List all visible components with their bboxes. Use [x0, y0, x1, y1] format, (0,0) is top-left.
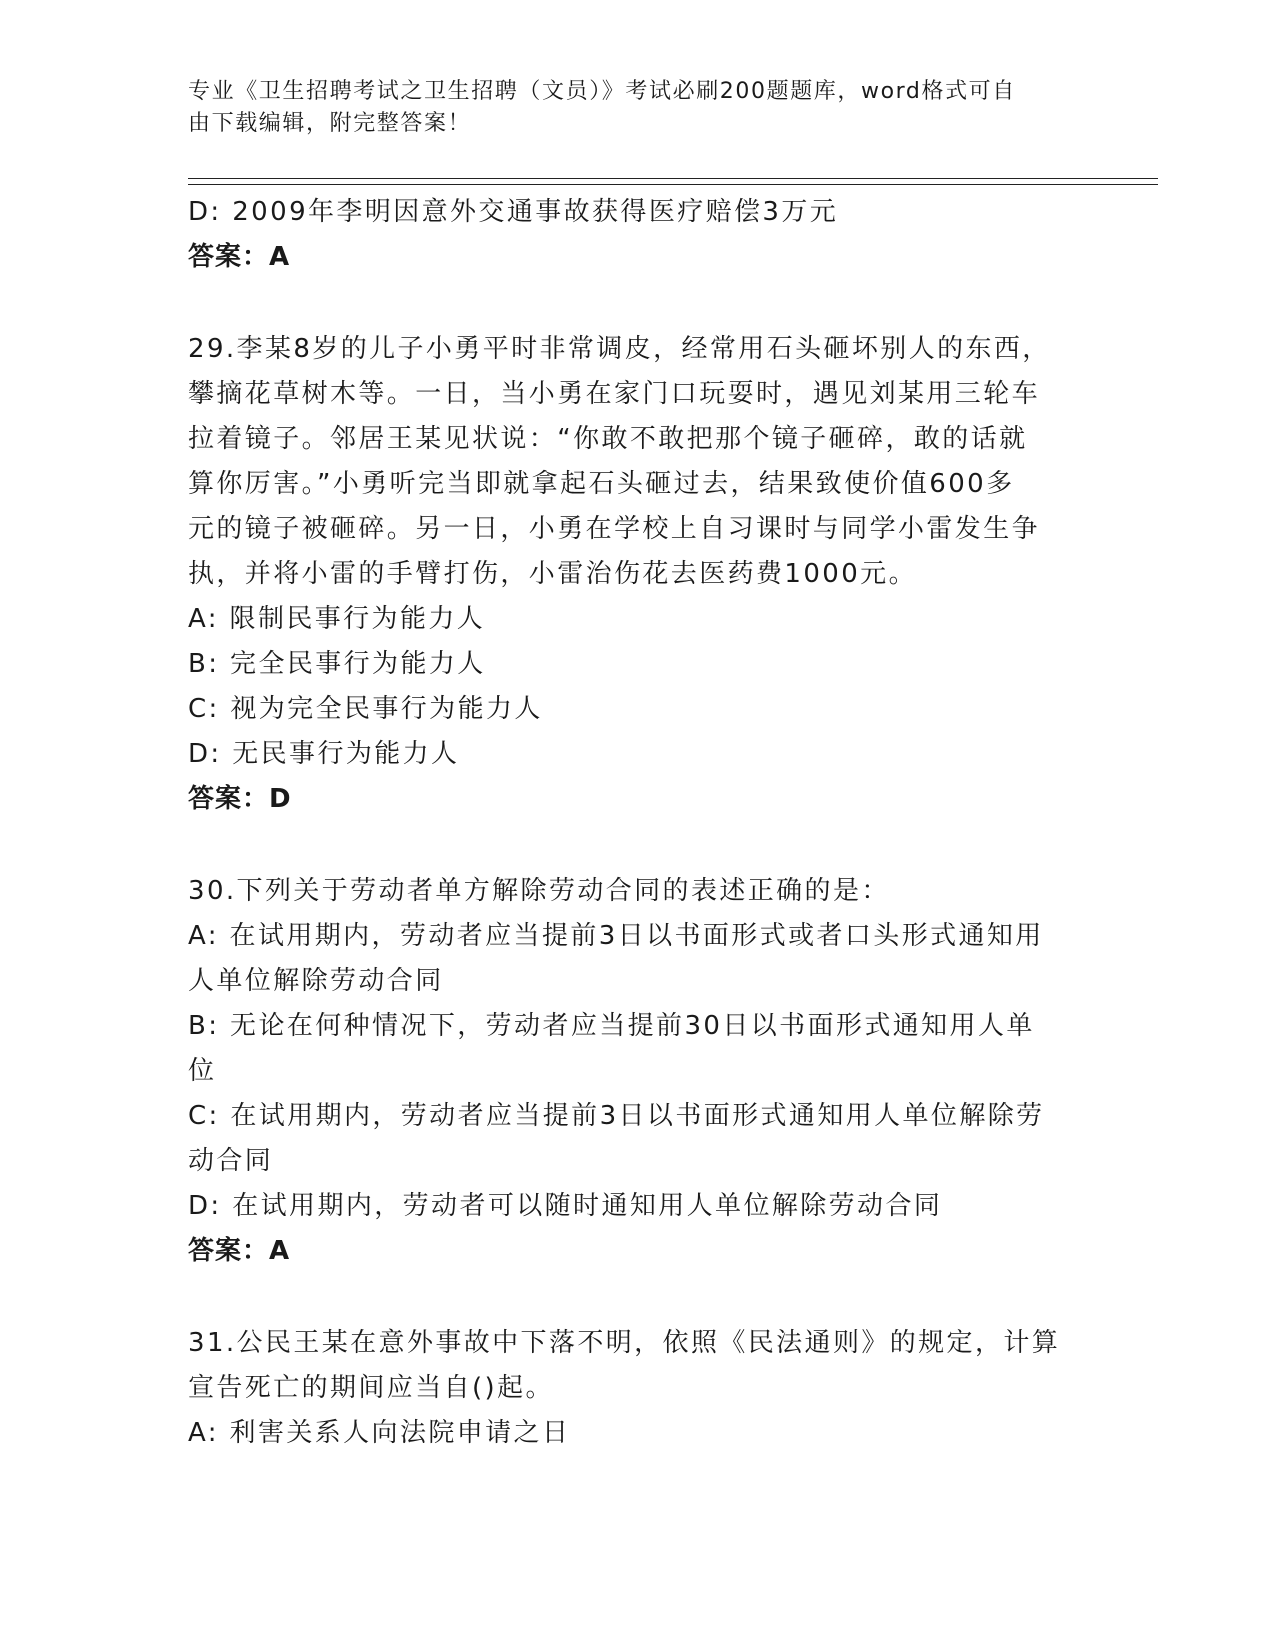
q29-stem-line: 拉着镜子。邻居王某见状说：“你敢不敢把那个镜子砸碎，敢的话就	[188, 424, 1028, 454]
q30-stem: 30.下列关于劳动者单方解除劳动合同的表述正确的是：	[188, 876, 890, 906]
q29-stem-line: 元的镜子被砸碎。另一日，小勇在学校上自习课时与同学小雷发生争	[188, 514, 1041, 544]
document-body	[188, 190, 1088, 1456]
spacer	[188, 1274, 1088, 1321]
header-line-1: 专业《卫生招聘考试之卫生招聘（文员）》考试必刷200题题库，word格式可自	[188, 79, 1016, 104]
q30-answer: 答案：A	[188, 1236, 291, 1266]
q31-stem-line-1: 31.公民王某在意外事故中下落不明，依照《民法通则》的规定，计算	[188, 1328, 1061, 1358]
q31-option-a: A: 利害关系人向法院申请之日	[188, 1418, 571, 1448]
q29-option-a: A: 限制民事行为能力人	[188, 604, 486, 634]
q29-option-b: B: 完全民事行为能力人	[188, 649, 486, 679]
q30-option-b-line-2: 位	[188, 1056, 217, 1086]
header-line-2: 由下载编辑，附完整答案！	[188, 111, 472, 136]
q30-option-d: D: 在试用期内，劳动者可以随时通知用人单位解除劳动合同	[188, 1191, 943, 1221]
header-rule-bottom	[188, 184, 1158, 185]
spacer	[188, 280, 1088, 327]
q28-answer: 答案：A	[188, 242, 291, 272]
q29-option-d: D: 无民事行为能力人	[188, 739, 460, 769]
q29-stem	[188, 327, 1088, 597]
q30-option-a-line-1: A: 在试用期内，劳动者应当提前3日以书面形式或者口头形式通知用	[188, 921, 1044, 951]
q29-stem-line: 算你厉害。”小勇听完当即就拿起石头砸过去，结果致使价值600多	[188, 469, 1015, 499]
q28-option-d: D: 2009年李明因意外交通事故获得医疗赔偿3万元	[188, 197, 839, 227]
q30-option-c-line-2: 动合同	[188, 1146, 274, 1176]
q29-stem-line: 攀摘花草树木等。一日，当小勇在家门口玩耍时，遇见刘某用三轮车	[188, 379, 1041, 409]
q31-stem-line-2: 宣告死亡的期间应当自()起。	[188, 1373, 554, 1403]
spacer	[188, 822, 1088, 869]
header-rule-top	[188, 178, 1158, 179]
q30-option-a-line-2: 人单位解除劳动合同	[188, 966, 444, 996]
q29-answer: 答案：D	[188, 784, 292, 814]
q29-stem-line: 执，并将小雷的手臂打伤，小雷治伤花去医药费1000元。	[188, 559, 917, 589]
q30-option-c-line-1: C: 在试用期内，劳动者应当提前3日以书面形式通知用人单位解除劳	[188, 1101, 1045, 1131]
q30-option-b-line-1: B: 无论在何种情况下，劳动者应当提前30日以书面形式通知用人单	[188, 1011, 1035, 1041]
document-header	[188, 76, 1068, 140]
q29-option-c: C: 视为完全民事行为能力人	[188, 694, 543, 724]
q29-stem-line: 29.李某8岁的儿子小勇平时非常调皮，经常用石头砸坏别人的东西，	[188, 334, 1051, 364]
